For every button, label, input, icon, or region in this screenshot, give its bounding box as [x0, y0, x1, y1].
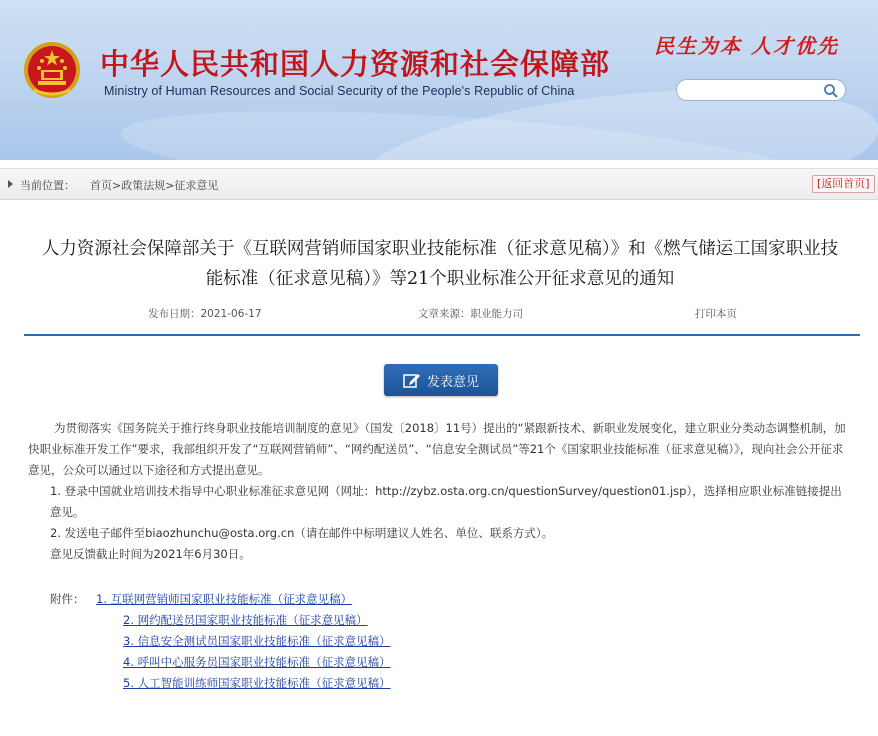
attachment-link[interactable]: 2. 网约配送员国家职业技能标准（征求意见稿）: [123, 613, 368, 627]
breadcrumb-label: 当前位置：: [20, 179, 75, 192]
breadcrumb-arrow-icon: [8, 180, 13, 188]
search-input[interactable]: [676, 79, 846, 101]
article-title: 人力资源社会保障部关于《互联网营销师国家职业技能标准（征求意见稿）》和《燃气储运工国家职业技能标准（征求意见稿）》等21个职业标准公开征求意见的通知: [41, 239, 839, 289]
submit-comment-label: 发表意见: [426, 374, 479, 390]
edit-icon: [403, 372, 421, 388]
back-home-button[interactable]: [返回首页]: [812, 175, 875, 193]
title-divider: [24, 334, 860, 336]
article-paragraph-2: 1. 登录中国就业培训技术指导中心职业标准征求意见网（网址：http://zybz.osta.org.cn/questionSurvey/question01.jsp），选择相应职业标准链接提出意见。: [50, 484, 842, 519]
publish-date: 发布日期：2021-06-17: [148, 308, 262, 320]
site-header: [0, 0, 878, 160]
article-paragraph-3: 2. 发送电子邮件至biaozhunchu@osta.org.cn（请在邮件中标明建议人姓名、单位、联系方式）。: [50, 526, 554, 540]
article-paragraph-4: 意见反馈截止时间为2021年6月30日。: [50, 547, 251, 561]
article-source: 文章来源：职业能力司: [418, 308, 523, 320]
attachments-label: 附件：: [50, 592, 85, 606]
attachment-link[interactable]: 4. 呼叫中心服务员国家职业技能标准（征求意见稿）: [123, 655, 391, 669]
breadcrumb: [0, 168, 878, 200]
submit-comment-button[interactable]: [384, 364, 498, 396]
article-paragraph-1: 为贯彻落实《国务院关于推行终身职业技能培训制度的意见》（国发〔2018〕11号）提出的“紧跟新技术、新职业发展变化，建立职业分类动态调整机制，加快职业标准开发工作”要求，我部组织开发了“互联网营销师”、“网约配送员”、“信息安全测试员”等21个《国家职业技能标准（征求意见稿）》，现向社会公开征求意见，公众可以通过以下途径和方式提出意见。: [28, 421, 846, 477]
attachment-link[interactable]: 1. 互联网营销师国家职业技能标准（征求意见稿）: [96, 592, 353, 606]
search-icon[interactable]: [823, 83, 839, 99]
site-slogan: 民生为本 人才优先: [654, 34, 839, 58]
attachment-link[interactable]: 5. 人工智能训练师国家职业技能标准（征求意见稿）: [123, 676, 391, 690]
print-page-link[interactable]: 打印本页: [695, 308, 737, 320]
site-title-en: Ministry of Human Resources and Social Security of the People's Republic of China: [104, 84, 575, 98]
breadcrumb-path[interactable]: 首页>政策法规>征求意见: [90, 179, 219, 192]
site-title: 中华人民共和国人力资源和社会保障部: [100, 47, 611, 81]
attachment-link[interactable]: 3. 信息安全测试员国家职业技能标准（征求意见稿）: [123, 634, 391, 648]
national-emblem-icon[interactable]: [22, 40, 82, 100]
